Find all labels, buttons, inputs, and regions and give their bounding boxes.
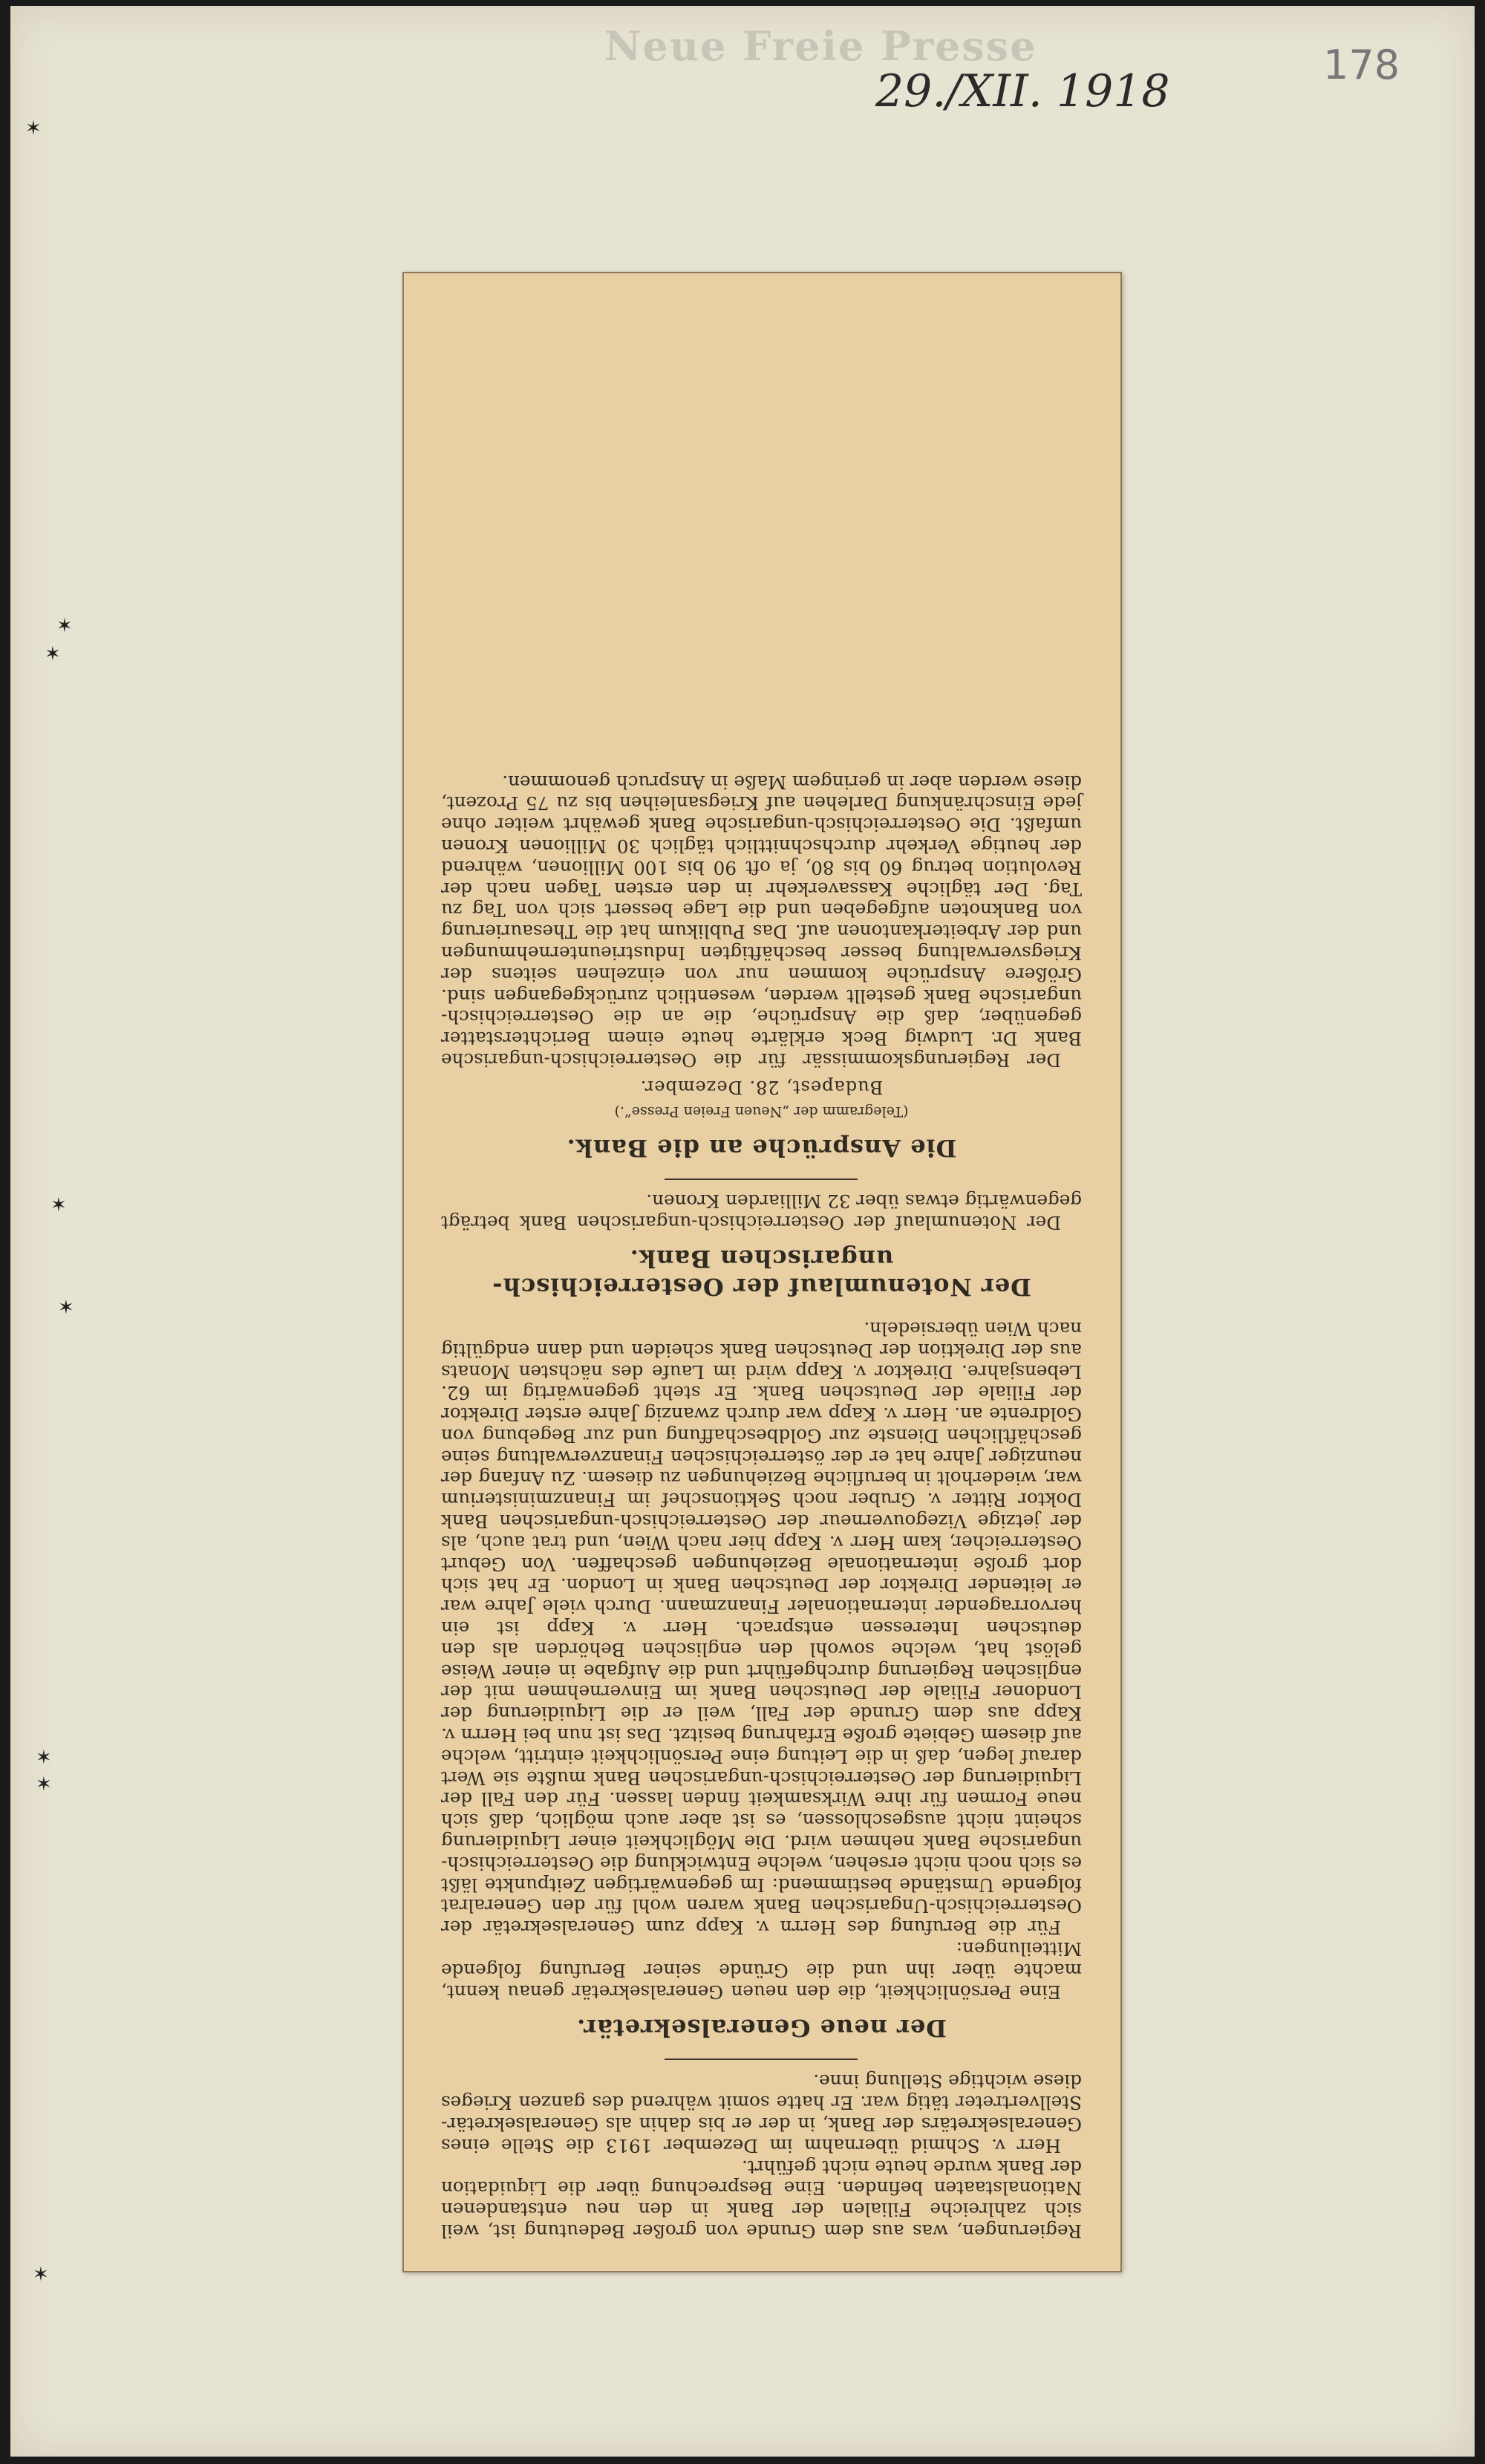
- section-heading: Der Notenumlauf der Oesterreichisch-ungarischen Bank.: [492, 1245, 1031, 1302]
- telegram-credit: (Telegramm der „Neuen Freien Presse“.): [614, 1103, 909, 1120]
- section-heading: Der neue Generalsekretär.: [576, 2013, 947, 2042]
- pin-hole-icon: ✶: [45, 643, 61, 665]
- pin-hole-icon: ✶: [33, 2263, 49, 2286]
- divider: [665, 1179, 858, 1180]
- paragraph: Eine Persönlichkeit, die den neuen Generalsekretär genau kennt, machte über ihn und die Gründe seiner Berufung folgende Mitteilungen:: [441, 1938, 1082, 2003]
- pin-hole-icon: ✶: [56, 615, 73, 637]
- paragraph: Herr v. Schmid übernahm im Dezember 1913 die Stelle eines Generalsekretärs der Bank, in der er bis dahin als Generalsekretär-Stellvertreter tätig war. Er hatte somit während des ganzen Krieges diese wichtige Stellung inne.: [441, 2070, 1082, 2157]
- pin-hole-icon: ✶: [25, 117, 42, 140]
- handwritten-date: 29./XII. 1918: [875, 65, 1170, 117]
- paragraph: Für die Berufung des Herrn v. Kapp zum Generalsekretär der Oesterreichisch-Ungarischen Bank waren wohl für den Generalrat folgende Umstände bestimmend: Im gegenwärtigen Zeitpunkte läßt es sich noch nicht ersehen, welche Entwicklung die Oesterreichisch-ungarische Bank nehmen wird. Die Möglichkeit einer Liquidierung scheint nicht ausgeschlossen, es ist aber auch möglich, daß sich neue Formen für ihre Wirksamkeit finden lassen. Für den Fall der Liquidierung der Oesterreichisch-ungarischen Bank mußte sie Wert darauf legen, daß in die Leitung eine Persönlichkeit eintritt, welche auf diesem Gebiete große Erfahrung besitzt. Das ist nun bei Herrn v. Kapp aus dem Grunde der Fall, weil er die Liquidierung der Londoner Filiale der Deutschen Bank im Einvernehmen mit der englischen Regierung durchgeführt und die Aufgabe in einer Weise gelöst hat, welche sowohl den englischen Behörden als den deutschen Interessen entsprach. Herr v. Kapp ist ein hervorragender internationaler Finanzmann. Durch viele Jahre war er leitender Direktor der Deutschen Bank in London. Er hat sich dort große internationale Beziehungen geschaffen. Von Geburt Oesterreicher, kam Herr v. Kapp hier nach Wien, und trat auch, als der jetzige Vizegouverneur der Oesterreichisch-ungarischen Bank Doktor Ritter v. Gruber noch Sektionschef im Finanzministerium war, wiederholt in berufliche Beziehungen zu diesem. Zu Anfang der neunziger Jahre hat er der österreichischen Finanzverwaltung seine geschäftlichen Dienste zur Goldbeschaffung und zur Begebung von Goldrente an. Herr v. Kapp war durch zwanzig Jahre erster Direktor der Filiale der Deutschen Bank. Er steht gegenwärtig im 62. Lebensjahre. Direktor v. Kapp wird im Laufe des nächsten Monats aus der Direktion der Deutschen Bank scheiden und dann endgültig nach Wien übersiedeln.: [441, 1317, 1082, 1939]
- pin-hole-icon: ✶: [36, 1747, 52, 1769]
- paragraph: Der Regierungskommissär für die Oesterreichisch-ungarische Bank Dr. Ludwig Beck erklärte heute einem Berichterstatter gegenüber, daß die Ansprüche, die an die Oesterreichisch-ungarische Bank gestellt werden, wesentlich zurückgegangen sind. Größere Ansprüche kommen nur von einzelnen seitens der Kriegsverwaltung besser beschäftigten Industrieunternehmungen und der Arbeiterkantonen auf. Das Publikum hat die Thesaurierung von Banknoten aufgegeben und die Lage bessert sich von Tag zu Tag. Der tägliche Kassaverkehr in den ersten Tagen nach der Revolution betrug 60 bis 80, ja oft 90 bis 100 Millionen, während der heutige Verkehr durchschnittlich täglich 30 Millionen Kronen umfaßt. Die Oesterreichisch-ungarische Bank gewährt weiter ohne jede Einschränkung Darlehen auf Kriegsanleihen bis zu 75 Prozent, diese werden aber in geringem Maße in Anspruch genommen.: [441, 771, 1082, 1071]
- newspaper-stamp: Neue Freie Presse: [604, 22, 1037, 70]
- paragraph: Regierungen, was aus dem Grunde von großer Bedeutung ist, weil sich zahlreiche Filialen der Bank in den neu entstandenen Nationalstaaten befinden. Eine Besprechung über die Liquidation der Bank wurde heute nicht geführt.: [441, 2156, 1082, 2242]
- archive-sheet: [10, 6, 1475, 2457]
- pin-hole-icon: ✶: [58, 1297, 74, 1319]
- dateline: Budapest, 28. Dezember.: [639, 1076, 884, 1098]
- paragraph: Der Notenumlauf der Oesterreichisch-ungarischen Bank beträgt gegenwärtig etwas über 32 Milliarden Kronen.: [441, 1190, 1082, 1234]
- newspaper-clipping: [402, 272, 1122, 2272]
- pin-hole-icon: ✶: [36, 1773, 52, 1796]
- section-heading: Die Ansprüche an die Bank.: [566, 1133, 957, 1162]
- pin-hole-icon: ✶: [50, 1194, 67, 1216]
- clipping-text-upside-down: [404, 273, 1120, 2271]
- page-number: 178: [1323, 42, 1400, 88]
- divider: [665, 2059, 858, 2060]
